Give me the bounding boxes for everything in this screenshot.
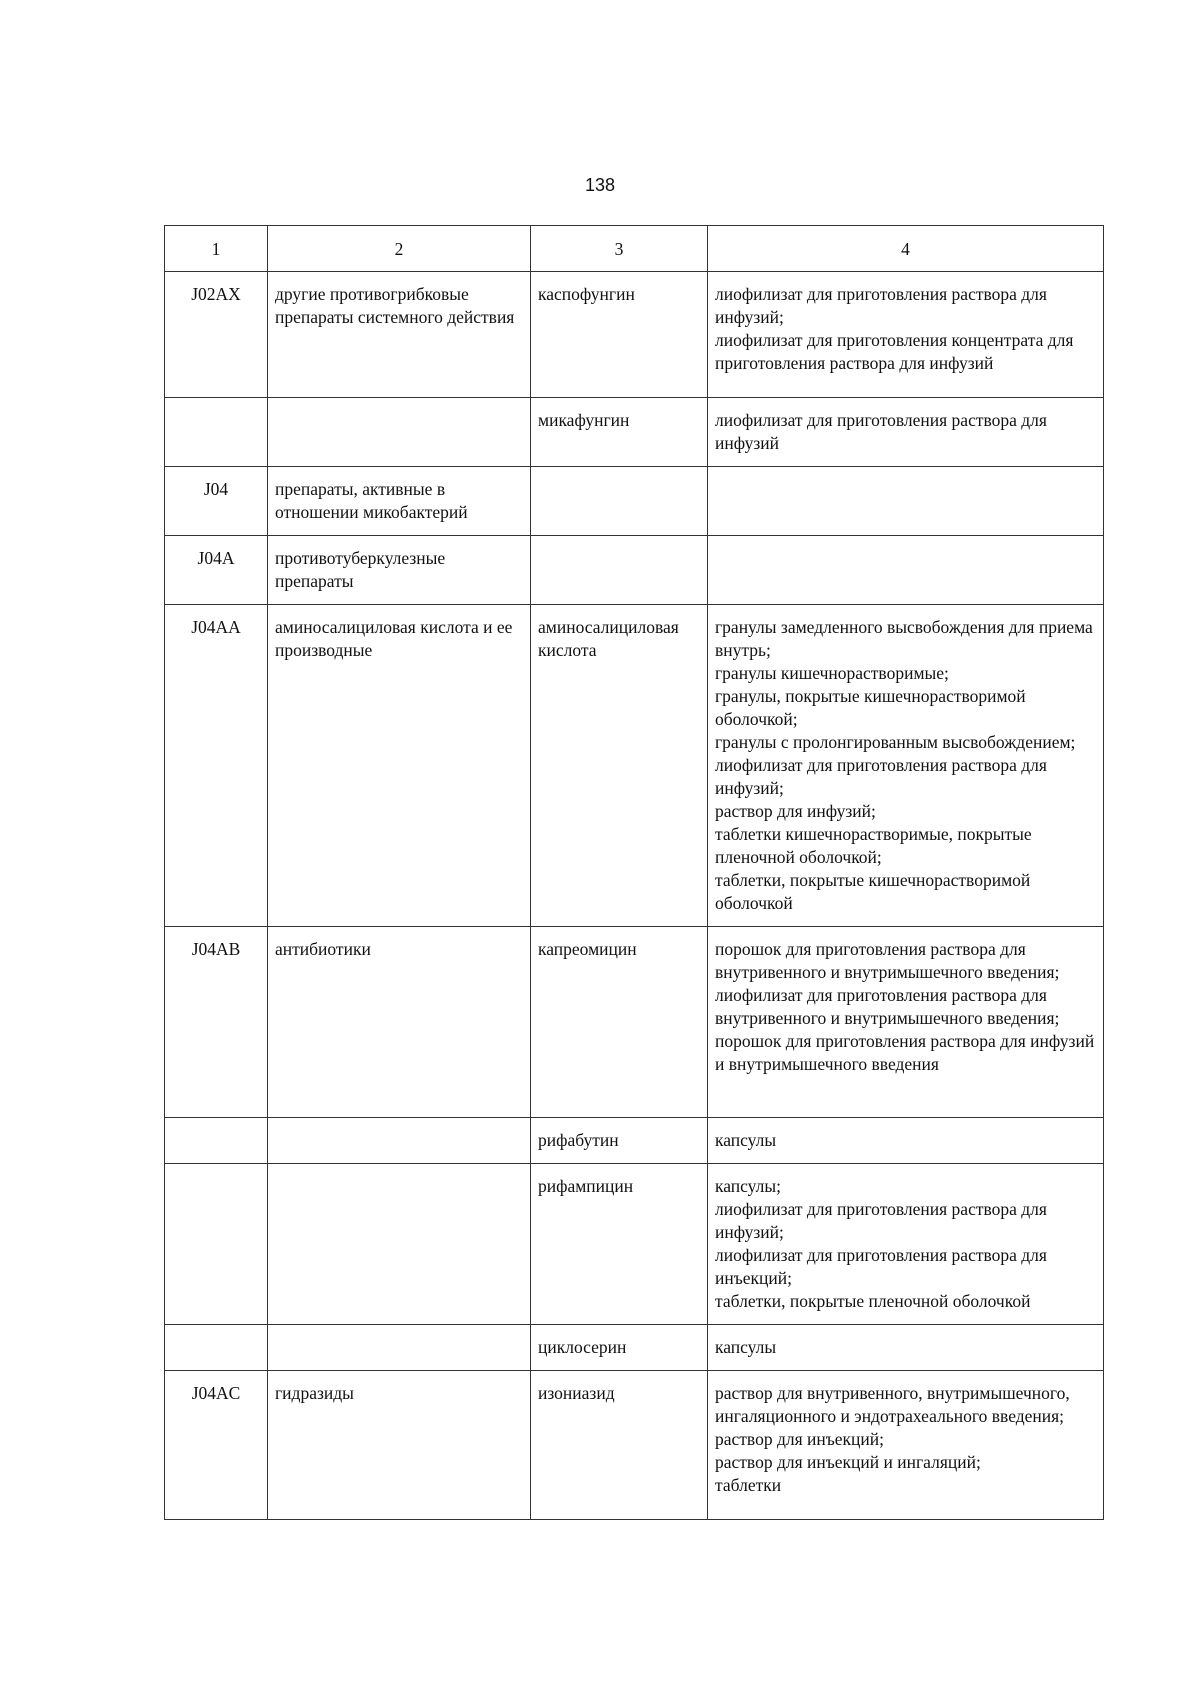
column-header: 4 bbox=[708, 226, 1104, 272]
column-header: 3 bbox=[531, 226, 708, 272]
dosage-form: лиофилизат для приготовления раствора для инфузий; bbox=[715, 1199, 1047, 1242]
dosage-form: гранулы замедленного высвобождения для приема внутрь; bbox=[715, 617, 1093, 660]
dosage-form: раствор для инъекций и ингаляций; bbox=[715, 1452, 981, 1472]
atc-code-cell: J04AB bbox=[165, 927, 268, 1118]
atc-code-cell: J04 bbox=[165, 467, 268, 536]
dosage-form: капсулы bbox=[715, 1337, 777, 1357]
atc-code-cell bbox=[165, 1118, 268, 1164]
dosage-form: лиофилизат для приготовления раствора для внутривенного и внутримышечного введения; bbox=[715, 985, 1060, 1028]
drug-name-cell: каспофунгин bbox=[531, 272, 708, 398]
table-row bbox=[165, 467, 1104, 536]
table-row bbox=[165, 398, 1104, 467]
atc-code-cell: J04AA bbox=[165, 605, 268, 927]
dosage-forms-cell bbox=[708, 1118, 1104, 1164]
group-cell bbox=[268, 1118, 531, 1164]
table-row bbox=[165, 272, 1104, 398]
group-cell: препараты, активные в отношении микобактерий bbox=[268, 467, 531, 536]
dosage-form: таблетки кишечнорастворимые, покрытые пленочной оболочкой; bbox=[715, 824, 1032, 867]
group-cell: противотуберкулезные препараты bbox=[268, 536, 531, 605]
table-row bbox=[165, 1164, 1104, 1325]
dosage-forms-cell bbox=[708, 467, 1104, 536]
dosage-form: раствор для внутривенного, внутримышечного, ингаляционного и эндотрахеального введения; bbox=[715, 1383, 1070, 1426]
dosage-form: капсулы bbox=[715, 1130, 777, 1150]
table-row bbox=[165, 1118, 1104, 1164]
dosage-forms-cell bbox=[708, 398, 1104, 467]
dosage-form: лиофилизат для приготовления раствора для инфузий; bbox=[715, 755, 1047, 798]
atc-code-cell: J04AC bbox=[165, 1371, 268, 1520]
dosage-form: раствор для инфузий; bbox=[715, 801, 876, 821]
dosage-form: лиофилизат для приготовления раствора для инъекций; bbox=[715, 1245, 1047, 1288]
dosage-form: таблетки bbox=[715, 1475, 782, 1495]
column-header: 1 bbox=[165, 226, 268, 272]
table-row bbox=[165, 605, 1104, 927]
table-header-row bbox=[165, 226, 1104, 272]
group-cell bbox=[268, 1164, 531, 1325]
drug-name-cell: микафунгин bbox=[531, 398, 708, 467]
group-cell bbox=[268, 398, 531, 467]
drug-name-cell bbox=[531, 536, 708, 605]
table-row bbox=[165, 536, 1104, 605]
dosage-forms-cell bbox=[708, 1164, 1104, 1325]
group-cell: другие противогрибковые препараты системного действия bbox=[268, 272, 531, 398]
dosage-forms-cell bbox=[708, 536, 1104, 605]
atc-code-cell: J04A bbox=[165, 536, 268, 605]
group-cell: аминосалициловая кислота и ее производные bbox=[268, 605, 531, 927]
dosage-form: гранулы с пролонгированным высвобождением; bbox=[715, 732, 1076, 752]
dosage-form: порошок для приготовления раствора для инфузий и внутримышечного введения bbox=[715, 1031, 1095, 1074]
group-cell bbox=[268, 1325, 531, 1371]
group-cell: антибиотики bbox=[268, 927, 531, 1118]
drug-name-cell: изониазид bbox=[531, 1371, 708, 1520]
dosage-form: гранулы, покрытые кишечнорастворимой оболочкой; bbox=[715, 686, 1026, 729]
group-cell: гидразиды bbox=[268, 1371, 531, 1520]
drug-name-cell: капреомицин bbox=[531, 927, 708, 1118]
atc-code-cell bbox=[165, 1164, 268, 1325]
atc-code-cell: J02AX bbox=[165, 272, 268, 398]
dosage-form: лиофилизат для приготовления концентрата для приготовления раствора для инфузий bbox=[715, 330, 1074, 373]
table-row bbox=[165, 1325, 1104, 1371]
dosage-form: лиофилизат для приготовления раствора для инфузий bbox=[715, 410, 1047, 453]
table-row bbox=[165, 927, 1104, 1118]
drug-name-cell: рифабутин bbox=[531, 1118, 708, 1164]
column-header: 2 bbox=[268, 226, 531, 272]
drug-table bbox=[164, 225, 1104, 1520]
atc-code-cell bbox=[165, 1325, 268, 1371]
drug-name-cell: рифампицин bbox=[531, 1164, 708, 1325]
table-body bbox=[165, 272, 1104, 1520]
dosage-form: таблетки, покрытые пленочной оболочкой bbox=[715, 1291, 1031, 1311]
drug-name-cell: аминосалициловая кислота bbox=[531, 605, 708, 927]
dosage-forms-cell bbox=[708, 272, 1104, 398]
dosage-form: гранулы кишечнорастворимые; bbox=[715, 663, 949, 683]
drug-name-cell bbox=[531, 467, 708, 536]
dosage-forms-cell bbox=[708, 1325, 1104, 1371]
dosage-form: таблетки, покрытые кишечнорастворимой оболочкой bbox=[715, 870, 1031, 913]
drug-name-cell: циклосерин bbox=[531, 1325, 708, 1371]
dosage-forms-cell bbox=[708, 927, 1104, 1118]
dosage-form: лиофилизат для приготовления раствора для инфузий; bbox=[715, 284, 1047, 327]
atc-code-cell bbox=[165, 398, 268, 467]
dosage-forms-cell bbox=[708, 1371, 1104, 1520]
dosage-form: капсулы; bbox=[715, 1176, 782, 1196]
dosage-form: порошок для приготовления раствора для внутривенного и внутримышечного введения; bbox=[715, 939, 1060, 982]
page-number: 138 bbox=[584, 175, 616, 195]
table-row bbox=[165, 1371, 1104, 1520]
dosage-form: раствор для инъекций; bbox=[715, 1429, 885, 1449]
dosage-forms-cell bbox=[708, 605, 1104, 927]
